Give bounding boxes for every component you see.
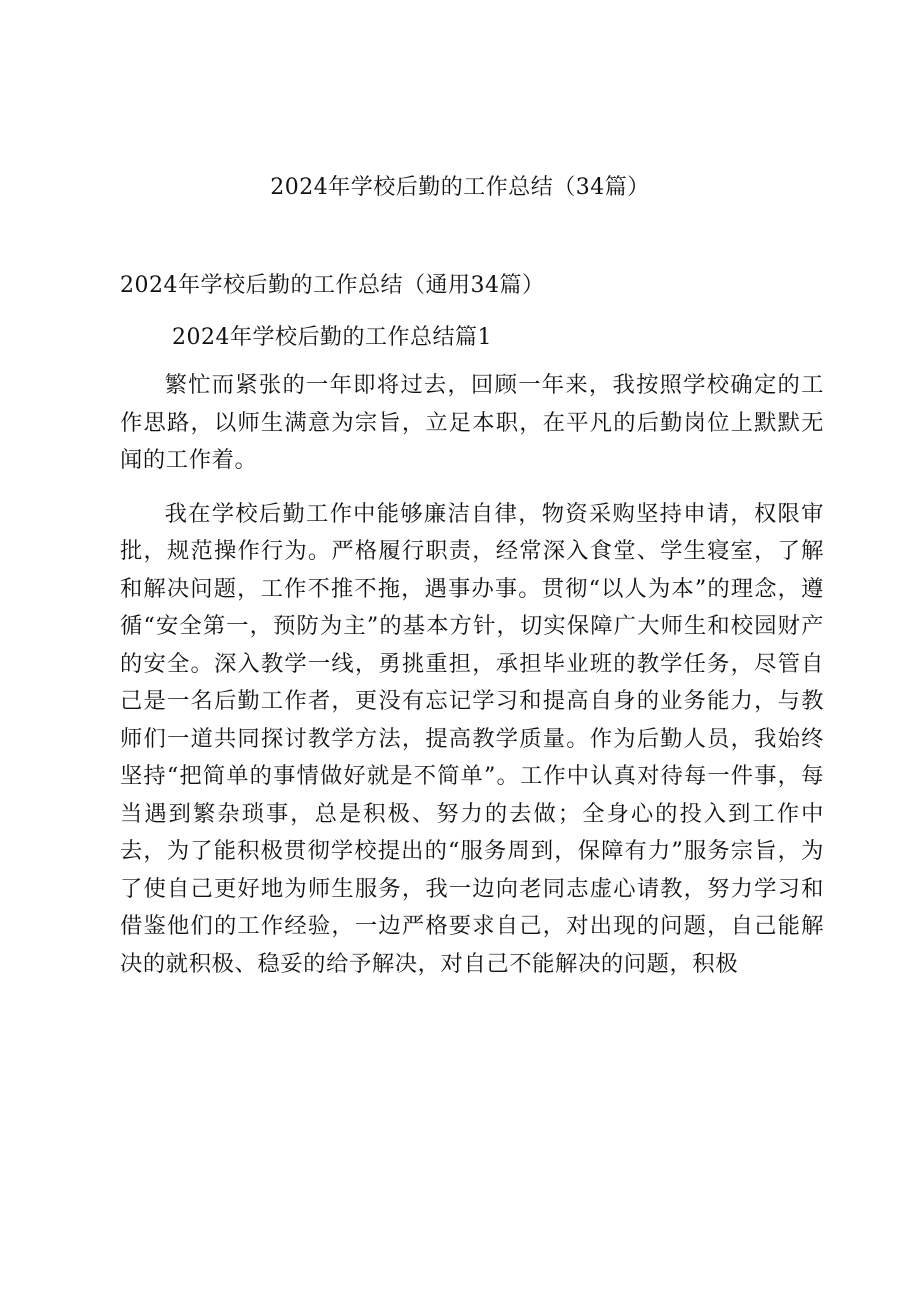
document-title: 2024年学校后勤的工作总结（34篇） — [270, 175, 650, 200]
paragraph-1: 繁忙而紧张的一年即将过去，回顾一年来，我按照学校确定的工作思路，以师生满意为宗旨，立足本职，在平凡的后勤岗位上默默无闻的工作着。 — [120, 372, 824, 473]
section-heading: 2024年学校后勤的工作总结篇1 — [172, 325, 492, 350]
document-subtitle: 2024年学校后勤的工作总结（通用34篇） — [120, 273, 545, 298]
document-body — [120, 367, 824, 999]
paragraph-2: 我在学校后勤工作中能够廉洁自律，物资采购坚持申请，权限审批，规范操作行为。严格履行职责，经常深入食堂、学生寝室，了解和解决问题，工作不推不拖，遇事办事。贯彻“以人为本”的理念，遵循“安全第一，预防为主”的基本方针，切实保障广大师生和校园财产的安全。深入教学一线，勇挑重担，承担毕业班的教学任务，尽管自己是一名后勤工作者，更没有忘记学习和提高自身的业务能力，与教师们一道共同探讨教学方法，提高教学质量。作为后勤人员，我始终坚持“把简单的事情做好就是不简单”。工作中认真对待每一件事，每当遇到繁杂琐事，总是积极、努力的去做；全身心的投入到工作中去，为了能积极贯彻学校提出的“服务周到，保障有力”服务宗旨，为了使自己更好地为师生服务，我一边向老同志虚心请教，努力学习和借鉴他们的工作经验，一边严格要求自己，对出现的问题，自己能解决的就积极、稳妥的给予解决，对自己不能解决的问题，积极 — [120, 500, 824, 977]
